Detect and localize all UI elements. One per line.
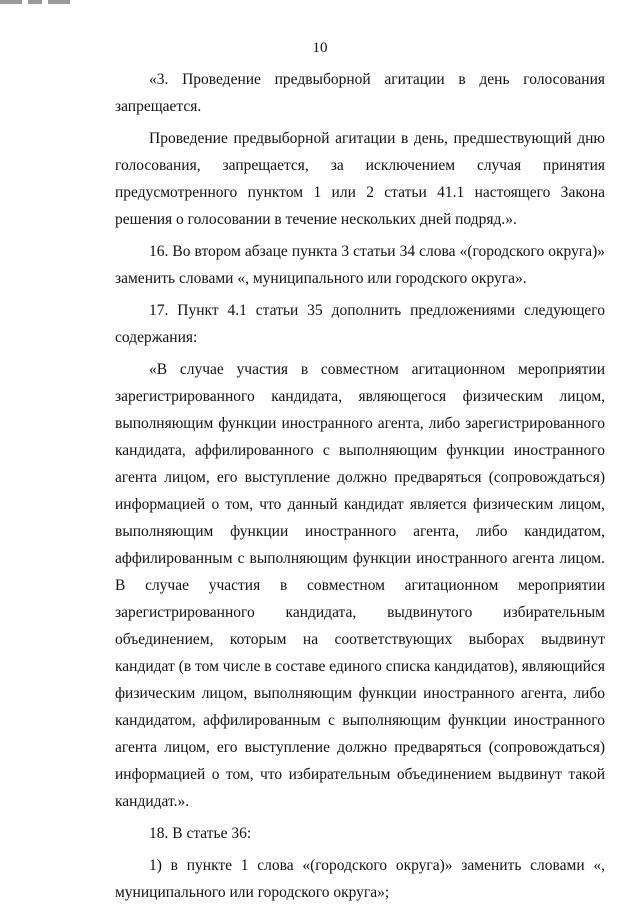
paragraph: «3. Проведение предвыборной агитации в день голосования запрещается. bbox=[115, 71, 605, 115]
scan-artifact bbox=[48, 0, 70, 4]
paragraph: 18. В статье 36: bbox=[149, 825, 252, 842]
paragraph: 16. Во втором абзаце пункта 3 статьи 34 слова «(городского округа)» заменить словами «, муниципального или городского округа». bbox=[115, 243, 605, 287]
scan-artifact bbox=[28, 0, 42, 4]
paragraph: 1) в пункте 1 слова «(городского округа)» заменить словами «, муниципального или городского округа»; bbox=[115, 857, 605, 901]
paragraph: Проведение предвыборной агитации в день, предшествующий дню голосования, запрещается, за исключением случая принятия предусмотренного пунктом 1 или 2 статьи 41.1 настоящего Закона решения о голосовании в течение нескольких дней подряд.». bbox=[115, 130, 605, 228]
paragraph: 17. Пункт 4.1 статьи 35 дополнить предложениями следующего содержания: bbox=[115, 302, 605, 346]
paragraph: «В случае участия в совместном агитационном мероприятии зарегистрированного кандидата, являющегося физическим лицом, выполняющим функции иностранного агента, либо зарегистрированного кандидата, аффилированного с выполняющим функции иностранного агента лицом, его выступление должно предваряться (сопровождаться) информацией о том, что данный кандидат является физическим лицом, выполняющим функции иностранного агента, либо кандидатом, аффилированным с выполняющим функции иностранного агента лицом. В случае участия в совместном агитационном мероприятии зарегистрированного кандидата, выдвинутого избирательным объединением, которым на соответствующих выборах выдвинут кандидат (в том числе в составе единого списка кандидатов), являющийся физическим лицом, выполняющим функции иностранного агента, либо кандидатом, аффилированным с выполняющим функции иностранного агента лицом, его выступление должно предваряться (сопровождаться) информацией о том, что избирательным объединением выдвинут такой кандидат.». bbox=[115, 361, 605, 810]
scan-artifact bbox=[0, 0, 22, 4]
page-number: 10 bbox=[312, 40, 328, 56]
document-body bbox=[115, 66, 605, 906]
